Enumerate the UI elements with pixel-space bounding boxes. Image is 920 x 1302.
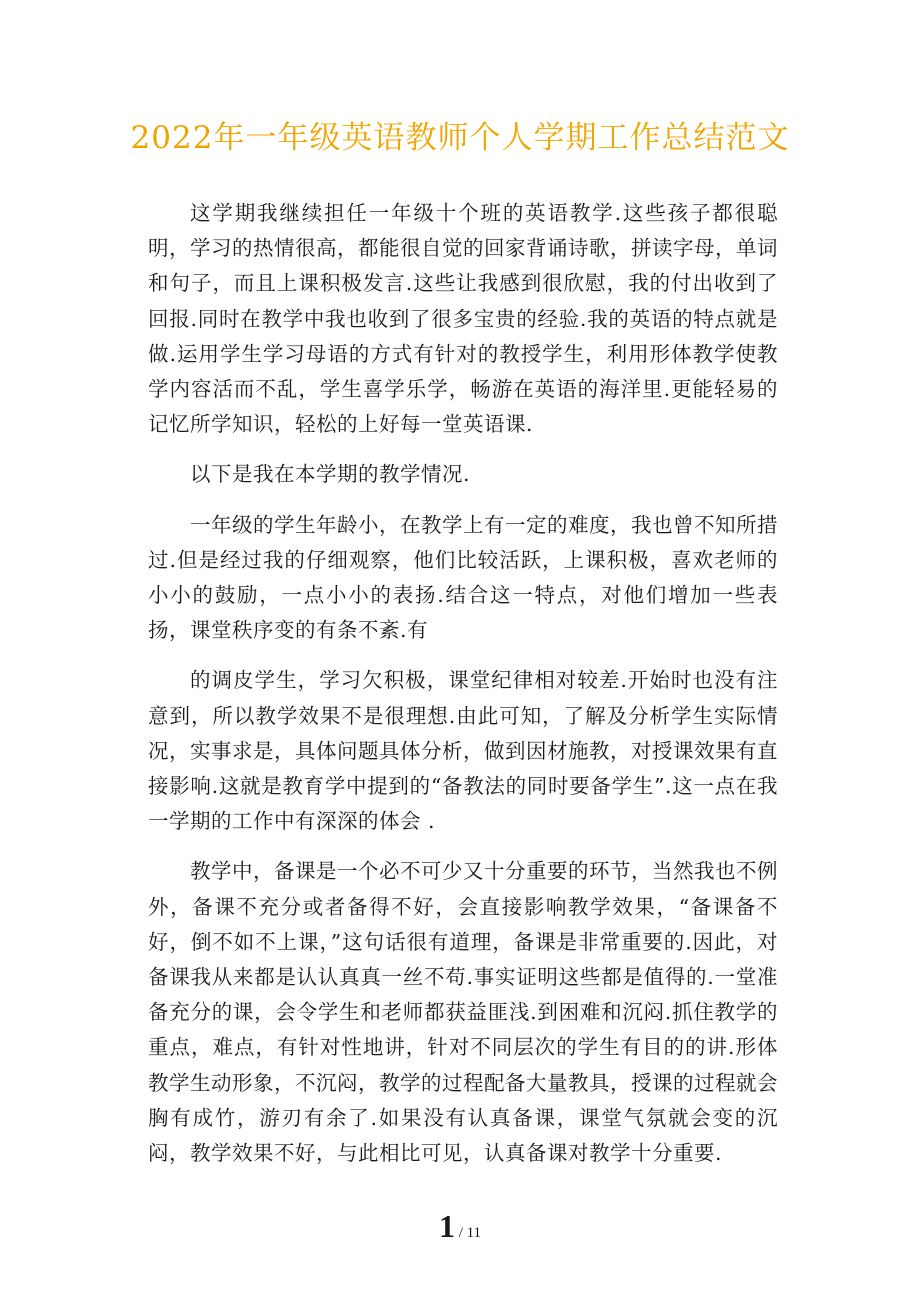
paragraph-discipline: 的调皮学生，学习欠积极，课堂纪律相对较差.开始时也没有注意到，所以教学效果不是很理想.由此可知，了解及分析学生实际情况，实事求是，具体问题具体分析，做到因材施教，对授课效果有直接影响.这就是教育学中提到的“备教法的同时要备学生”.这一点在我一学期的工作中有深深的体会 . bbox=[148, 668, 778, 834]
document-title: 2022年一年级英语教师个人学期工作总结范文 bbox=[130, 120, 790, 156]
page-footer bbox=[0, 1208, 920, 1245]
paragraph-overview: 以下是我在本学期的教学情况. bbox=[190, 462, 471, 487]
page-number: 1 bbox=[438, 1208, 455, 1244]
page-total: / 11 bbox=[454, 1225, 482, 1241]
document-body bbox=[148, 196, 778, 1186]
paragraph-students: 一年级的学生年龄小，在教学上有一定的难度，我也曾不知所措过.但是经过我的仔细观察，他们比较活跃，上课积极，喜欢老师的小小的鼓励，一点小小的表扬.结合这一特点，对他们增加一些表扬，课堂秩序变的有条不紊.有 bbox=[148, 512, 778, 643]
paragraph-lesson-prep: 教学中，备课是一个必不可少又十分重要的环节，当然我也不例外，备课不充分或者备得不好，会直接影响教学效果，“备课备不好，倒不如不上课，”这句话很有道理，备课是非常重要的.因此，对备课我从来都是认认真真一丝不苟.事实证明这些都是值得的.一堂准备充分的课，会令学生和老师都获益匪浅.到困难和沉闷.抓住教学的重点，难点，有针对性地讲，针对不同层次的学生有目的的讲.形体教学生动形象，不沉闷，教学的过程配备大量教具，授课的过程就会胸有成竹，游刃有余了.如果没有认真备课，课堂气氛就会变的沉闷，教学效果不好，与此相比可见，认真备课对教学十分重要. bbox=[148, 859, 778, 1166]
paragraph-intro: 这学期我继续担任一年级十个班的英语教学.这些孩子都很聪明，学习的热情很高，都能很自觉的回家背诵诗歌，拼读字母，单词和句子，而且上课积极发言.这些让我感到很欣慰，我的付出收到了回报.同时在教学中我也收到了很多宝贵的经验.我的英语的特点就是做.运用学生学习母语的方式有针对的教授学生，利用形体教学使教学内容活而不乱，学生喜学乐学，畅游在英语的海洋里.更能轻易的记忆所学知识，轻松的上好每一堂英语课. bbox=[148, 201, 778, 437]
